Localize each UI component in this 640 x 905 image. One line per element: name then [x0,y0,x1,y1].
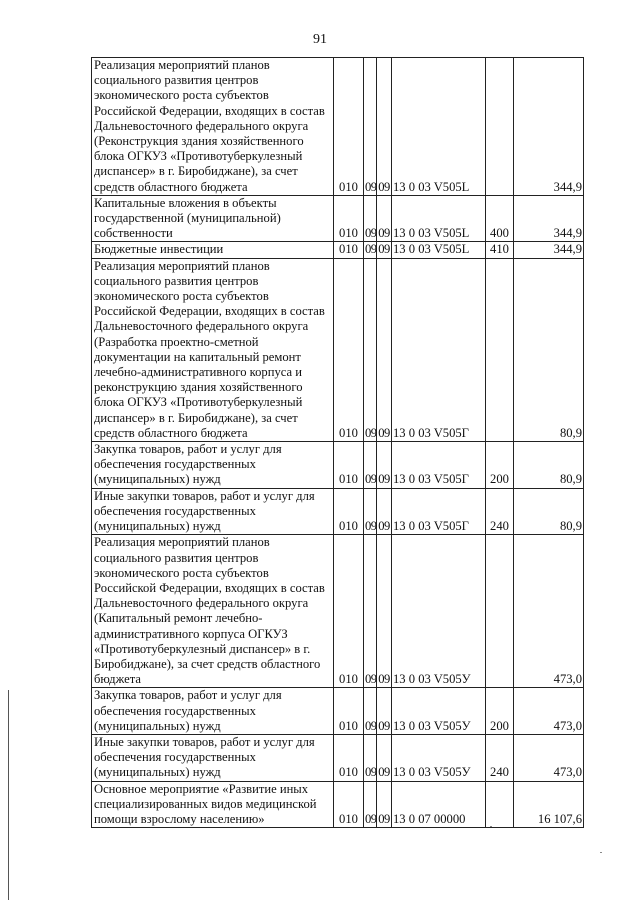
amount-cell: 344,9 [514,242,584,258]
item-name-text: Закупка товаров, работ и услуг для обеспечения государственных (муниципальных) нужд [94,442,282,487]
section-code-cell: 09 [364,688,377,735]
expense-type-cell: 200 [486,442,514,489]
target-article-cell: 13 0 03 V505L [392,58,486,196]
section-code-cell: 09 [364,734,377,781]
item-name-text: Закупка товаров, работ и услуг для обеспечения государственных (муниципальных) нужд [94,688,282,733]
table-row [92,688,584,735]
item-name-cell [92,535,334,688]
ved-code-cell: 010 [334,688,364,735]
ved-code-cell: 010 [334,734,364,781]
ved-code-cell: 010 [334,258,364,441]
ved-code-cell: 010 [334,442,364,489]
expense-type-cell: 410 [486,242,514,258]
subsection-code-cell: 09 [377,781,392,828]
ved-code-cell: 010 [334,58,364,196]
subsection-code-cell: 09 [377,488,392,535]
amount-cell: 473,0 [514,535,584,688]
table-row [92,781,584,828]
expense-type-cell [486,258,514,441]
target-article-cell: 13 0 03 V505У [392,734,486,781]
section-code-cell: 09 [364,442,377,489]
subsection-code-cell: 09 [378,242,390,257]
item-name-text: Иные закупки товаров, работ и услуг для обеспечения государственных (муниципальных) нужд [94,488,315,534]
item-name-text: Реализация мероприятий планов социального развития центров экономического роста субъектов Российской Федерации, входящих в состав Дальневосточного федерального округа (Реконструкция здания хозяйственного блока ОГКУЗ «Противотуберкулезный диспансер» в г. Биробиджане), за счет средств областного бюджета [94,58,325,194]
budget-table [91,57,584,828]
target-article-cell: 13 0 03 V505Г [392,258,486,441]
subsection-code-cell: 09 [377,195,392,242]
amount-cell: 16 107,6 [514,781,584,828]
ved-code-cell: 010 [334,242,364,258]
amount-cell: 80,9 [514,442,584,489]
target-article-cell: 13 0 03 V505У [392,535,486,688]
target-article-cell: 13 0 03 V505Г [392,488,486,535]
expense-type-cell: 400 [486,195,514,242]
target-article-cell: 13 0 03 V505У [392,688,486,735]
table-row [92,242,584,258]
item-name-cell [92,442,334,489]
expense-type-cell: 240 [486,734,514,781]
table-row [92,195,584,242]
item-name-text: Основное мероприятие «Развитие иных специализированных видов медицинской помощи взрослому населению» [94,781,317,826]
item-name-text: Реализация мероприятий планов социального развития центров экономического роста субъектов Российской Федерации, входящих в состав Дальневосточного федерального округа (Капитальный ремонт лечебно- административного корпуса ОГКУЗ «Противотуберкулезный диспансер» в г. Биробиджане), за счет средств областного бюджета [94,535,325,687]
item-name-cell [92,195,334,242]
section-code-cell: 09 [364,58,377,196]
ved-code-cell: 010 [334,488,364,535]
item-name-cell [92,734,334,781]
amount-cell: 80,9 [514,258,584,441]
target-article-cell: 13 0 07 00000 [392,781,486,828]
scan-margin-line [8,690,9,900]
ved-code-cell: 010 [334,195,364,242]
section-code-cell: 09 [364,781,377,828]
item-name-cell [92,58,334,196]
item-name-cell [92,242,334,258]
ved-code-cell: 010 [334,535,364,688]
amount-cell: 473,0 [514,688,584,735]
amount-cell: 344,9 [514,195,584,242]
item-name-cell [92,781,334,828]
section-code-cell: 09 [364,195,377,242]
table-row [92,258,584,441]
amount-cell: 80,9 [514,488,584,535]
table-row [92,734,584,781]
item-name-cell [92,258,334,441]
section-code-cell: 09 [364,258,377,441]
amount-cell: 473,0 [514,734,584,781]
target-article-cell: 13 0 03 V505Г [392,442,486,489]
table-row [92,58,584,196]
scan-speck [600,852,602,853]
table-body [92,58,584,828]
subsection-code-cell: 09 [377,58,392,196]
expense-type-cell [486,781,514,828]
page-number: 91 [313,32,327,47]
item-name-cell [92,488,334,535]
subsection-code-cell: 09 [377,535,392,688]
target-article-cell: 13 0 03 V505L [392,195,486,242]
target-article-cell: 13 0 03 V505L [392,242,486,258]
expense-type-cell [486,58,514,196]
subsection-code-cell: 09 [377,258,392,441]
item-name-cell [92,688,334,735]
table-row [92,488,584,535]
subsection-code-cell: 09 [377,734,392,781]
scan-speck [490,826,492,827]
table-row [92,442,584,489]
subsection-code-cell: 09 [377,442,392,489]
table-row [92,535,584,688]
item-name-text: Капитальные вложения в объекты государственной (муниципальной) собственности [94,195,281,241]
section-code-cell: 09 [365,242,377,257]
section-code-cell: 09 [364,535,377,688]
item-name-text: Реализация мероприятий планов социального развития центров экономического роста субъектов Российской Федерации, входящих в состав Дальневосточного федерального округа (Разработка проектно-сметной документации на капитальный ремонт лечебно-административного корпуса и реконструкцию здания хозяйственного блока ОГКУЗ «Противотуберкулезный диспансер» в г. Биробиджане), за счет средств областного бюджета [94,258,325,440]
item-name-text: Иные закупки товаров, работ и услуг для обеспечения государственных (муниципальных) нужд [94,734,315,780]
section-code-cell: 09 [364,488,377,535]
item-name-text: Бюджетные инвестиции [94,242,224,257]
expense-type-cell [486,535,514,688]
expense-type-cell: 240 [486,488,514,535]
expense-type-cell: 200 [486,688,514,735]
subsection-code-cell: 09 [377,688,392,735]
ved-code-cell: 010 [334,781,364,828]
amount-cell: 344,9 [514,58,584,196]
